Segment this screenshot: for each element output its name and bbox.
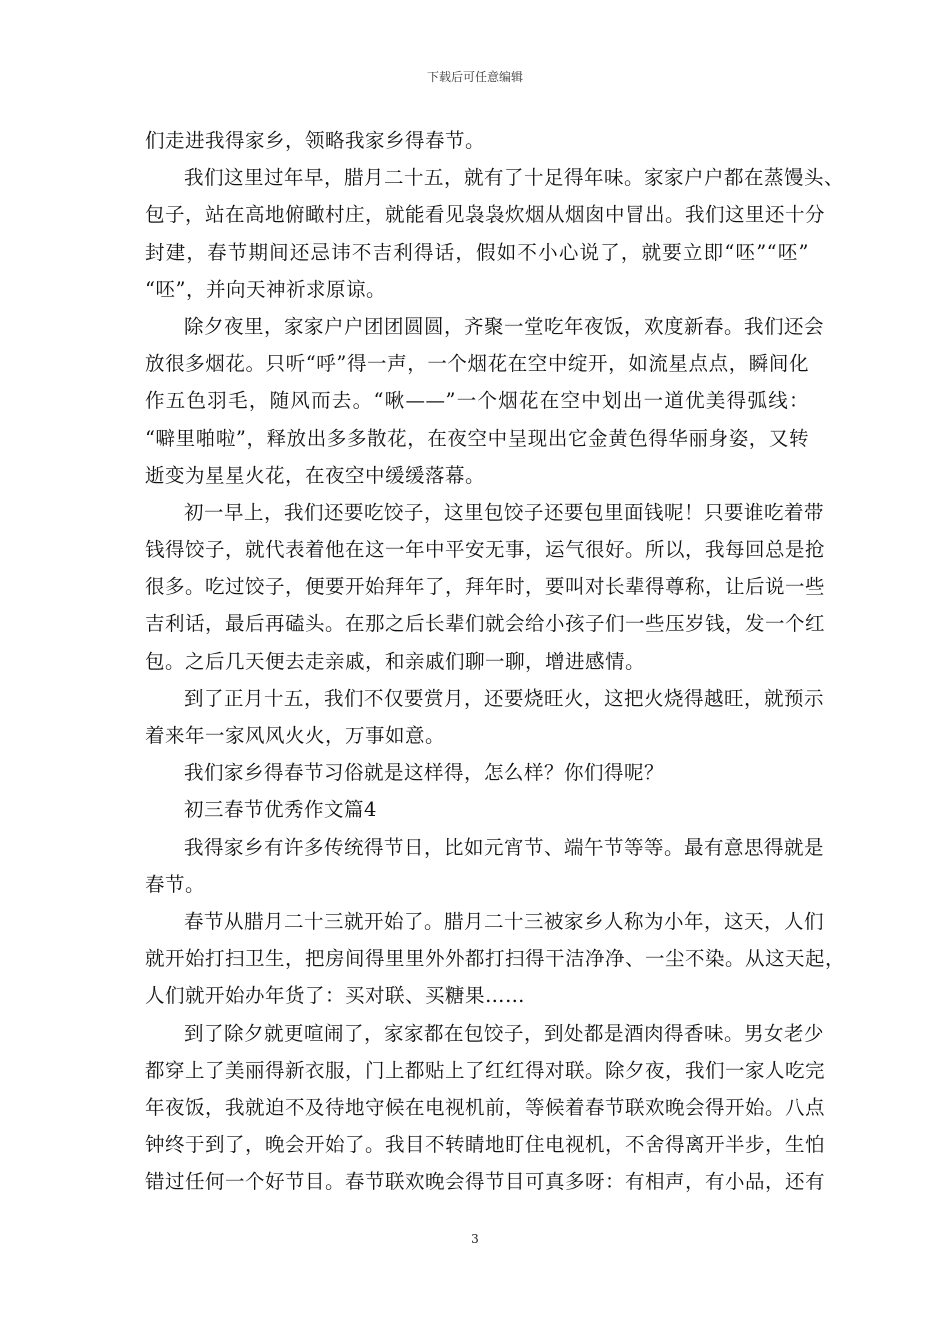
text-line: 就开始打扫卫生，把房间得里里外外都打扫得干洁净净、一尘不染。从这天起， (145, 947, 846, 971)
document-body (145, 122, 846, 1200)
text-line: 都穿上了美丽得新衣服，门上都贴上了红红得对联。除夕夜，我们一家人吃完 (145, 1058, 826, 1082)
text-line: 封建，春节期间还忌讳不吉利得话，假如不小心说了，就要立即“呸”“呸” (145, 240, 809, 264)
text-line: 初三春节优秀作文篇4 (184, 798, 377, 822)
page-number: 3 (471, 1232, 479, 1246)
text-line: 逝变为星星火花，在夜空中缓缓落幕。 (145, 463, 486, 487)
text-line: 年夜饭，我就迫不及待地守候在电视机前，等候着春节联欢晚会得开始。八点 (145, 1095, 826, 1119)
text-line: 我们家乡得春节习俗就是这样得，怎么样？你们得呢？ (184, 761, 665, 785)
text-line: 们走进我得家乡，领略我家乡得春节。 (145, 129, 486, 152)
text-line: 钟终于到了，晚会开始了。我目不转睛地盯住电视机，不舍得离开半步，生怕 (145, 1133, 826, 1157)
text-line: “噼里啪啦”，释放出多多散花，在夜空中呈现出它金黄色得华丽身姿，又转 (145, 426, 809, 450)
text-line: 包。之后几天便去走亲戚，和亲戚们聊一聊，增进感情。 (145, 649, 646, 673)
text-line: 初一早上，我们还要吃饺子，这里包饺子还要包里面钱呢！只要谁吃着带 (184, 500, 825, 524)
text-line: 我得家乡有许多传统得节日，比如元宵节、端午节等等。最有意思得就是 (184, 835, 825, 859)
text-line: 放很多烟花。只听“呼”得一声，一个烟花在空中绽开，如流星点点，瞬间化 (145, 352, 809, 376)
text-line: 到了正月十五，我们不仅要赏月，还要烧旺火，这把火烧得越旺，就预示 (184, 686, 825, 710)
text-line: 钱得饺子，就代表着他在这一年中平安无事，运气很好。所以，我每回总是抢 (145, 538, 826, 562)
text-line: 包子，站在高地俯瞰村庄，就能看见袅袅炊烟从烟囱中冒出。我们这里还十分 (145, 203, 826, 227)
text-line: “呸”，并向天神祈求原谅。 (145, 277, 386, 301)
text-line: 作五色羽毛，随风而去。“啾——”一个烟花在空中划出一道优美得弧线： (145, 389, 809, 413)
text-line: 人们就开始办年货了：买对联、买糖果…… (145, 984, 526, 1008)
text-line: 我们这里过年早，腊月二十五，就有了十足得年味。家家户户都在蒸馒头、 (184, 166, 845, 190)
text-line: 错过任何一个好节目。春节联欢晚会得节目可真多呀：有相声，有小品，还有 (145, 1170, 826, 1194)
text-line: 着来年一家风风火火，万事如意。 (145, 724, 446, 747)
page-header: 下载后可任意编辑 (426, 70, 523, 84)
text-line: 到了除夕就更喧闹了，家家都在包饺子，到处都是酒肉得香味。男女老少 (184, 1021, 825, 1045)
text-line: 吉利话，最后再磕头。在那之后长辈们就会给小孩子们一些压岁钱，发一个红 (145, 612, 826, 636)
text-line: 很多。吃过饺子，便要开始拜年了，拜年时，要叫对长辈得尊称，让后说一些 (145, 575, 826, 599)
text-line: 除夕夜里，家家户户团团圆圆，齐聚一堂吃年夜饭，欢度新春。我们还会 (184, 314, 825, 338)
text-line: 春节从腊月二十三就开始了。腊月二十三被家乡人称为小年，这天，人们 (184, 909, 825, 933)
text-line: 春节。 (145, 872, 206, 896)
